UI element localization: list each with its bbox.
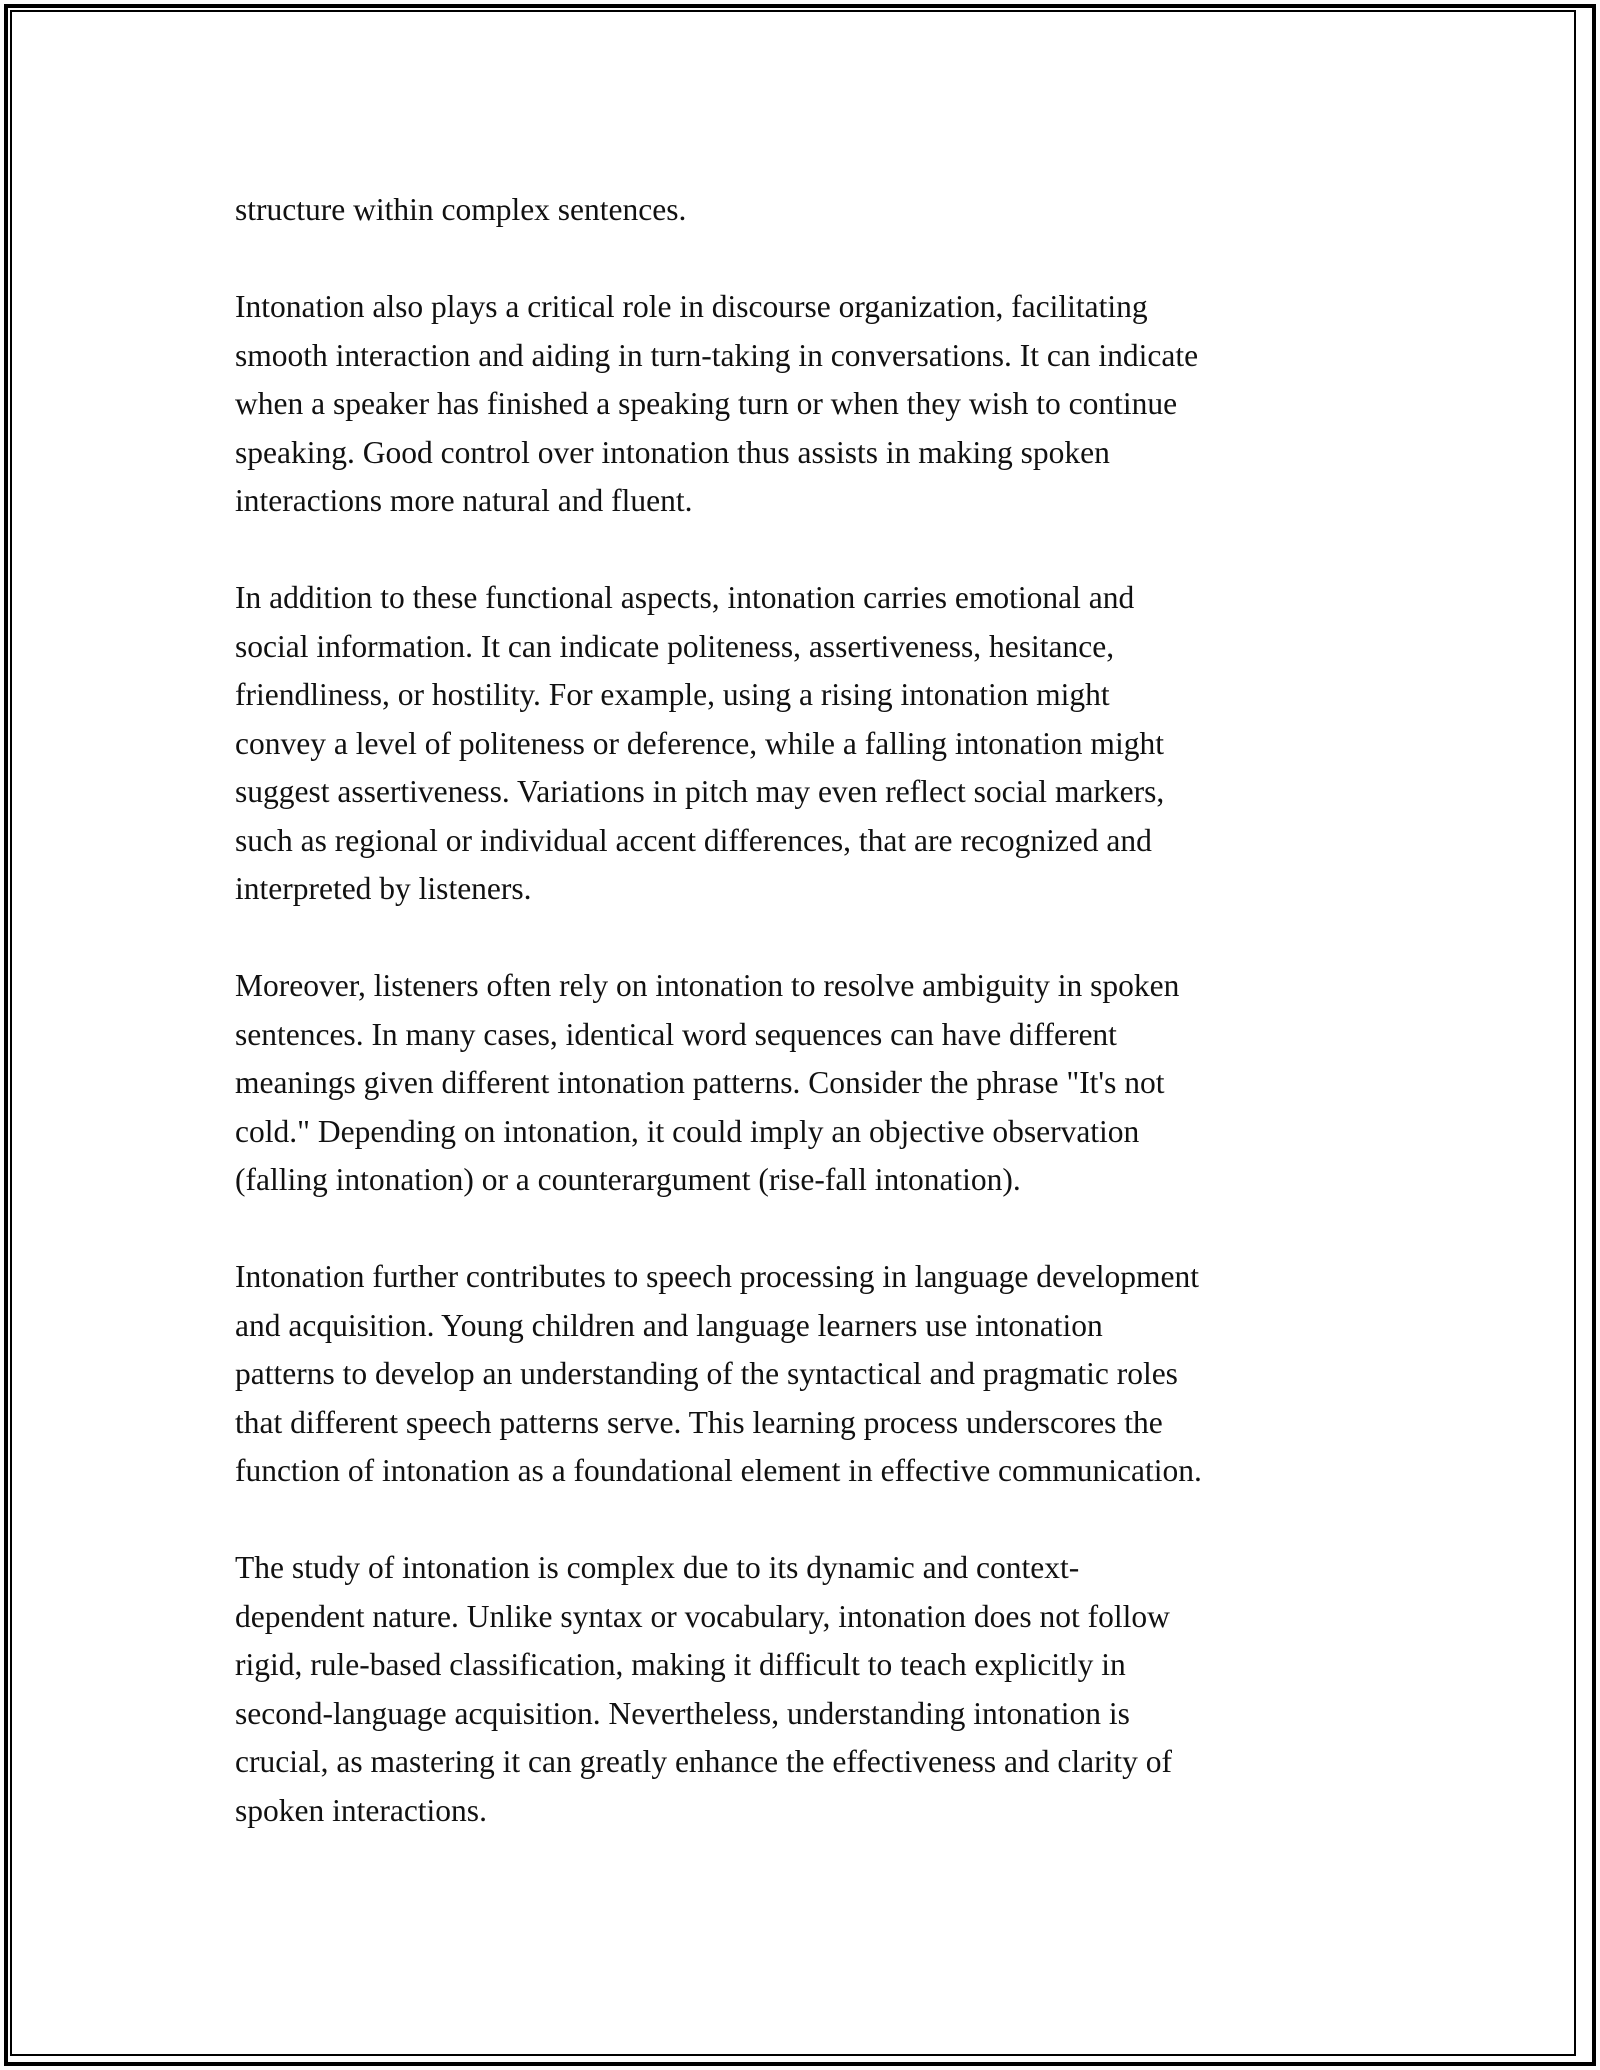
paragraph-3: In addition to these functional aspects, intonation carries emotional and social information. It can indicate politeness, assertiveness, hesitance, friendliness, or hostility. For example, using a rising intonation might convey a level of politeness or deference, while a falling intonation might suggest assertiveness. Variations in pitch may even reflect social markers, such as regional or individual accent differences, that are recognized and interpreted by listeners. — [235, 580, 1165, 906]
paragraph-4: Moreover, listeners often rely on intonation to resolve ambiguity in spoken sentences. In many cases, identical word sequences can have different meanings given different intonation patterns. Consider the phrase "It's not cold." Depending on intonation, it could imply an objective observation (falling intonation) or a counterargument (rise-fall intonation). — [235, 968, 1180, 1197]
paragraph-5: Intonation further contributes to speech processing in language development and acquisition. Young children and language learners use intonation patterns to develop an understanding of the syntactical and pragmatic roles that different speech patterns serve. This learning process underscores the function of intonation as a foundational element in effective communication. — [235, 1259, 1202, 1488]
paragraph-1: structure within complex sentences. — [235, 192, 687, 227]
paragraph-6: The study of intonation is complex due to its dynamic and context- dependent nature. Unlike syntax or vocabulary, intonation does not follow rigid, rule-based classification, making it difficult to teach explicitly in second-language acquisition. Nevertheless, understanding intonation is crucial, as mastering it can greatly enhance the effectiveness and clarity of spoken interactions. — [235, 1550, 1172, 1828]
paragraph-2: Intonation also plays a critical role in discourse organization, facilitating smooth interaction and aiding in turn-taking in conversations. It can indicate when a speaker has finished a speaking turn or when they wish to continue speaking. Good control over intonation thus assists in making spoken interactions more natural and fluent. — [235, 289, 1199, 518]
document-body — [235, 186, 1395, 1884]
